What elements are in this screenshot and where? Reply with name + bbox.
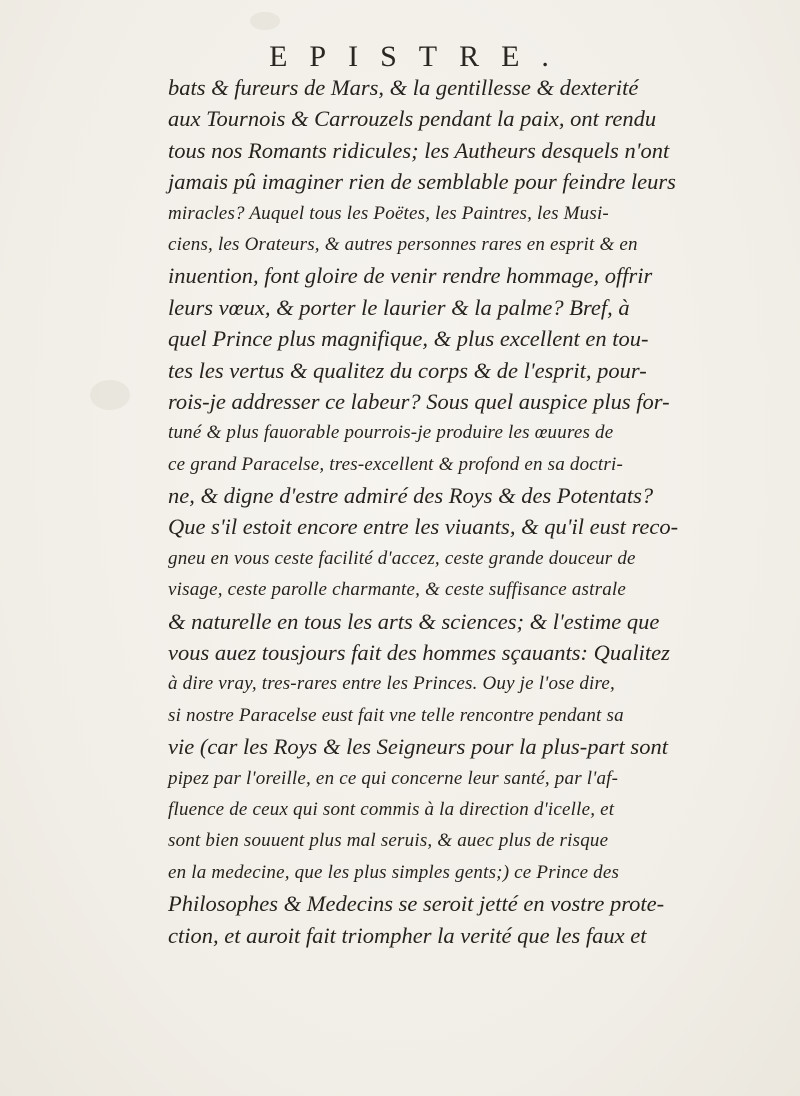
text-line: ciens, les Orateurs, & autres personnes rares en esprit & en [168,233,638,255]
text-line: fluence de ceux qui sont commis à la direction d'icelle, et [168,798,615,820]
paper-stain [250,12,280,30]
text-line: en la medecine, que les plus simples gents;) ce Prince des [168,861,620,883]
text-line: ce grand Paracelse, tres-excellent & profond en sa doctri- [168,453,623,475]
text-line: quel Prince plus magnifique, & plus excellent en tou- [168,326,649,352]
text-line: ction, et auroit fait triompher la verité que les faux et [168,922,647,948]
text-line: à dire vray, tres-rares entre les Princes. Ouy je l'ose dire, [168,673,616,695]
paper-stain [90,380,130,410]
text-line: aux Tournois & Carrouzels pendant la paix, ont rendu [168,106,657,132]
text-line: tuné & plus fauorable pourrois-je produire les œuures de [168,422,614,444]
text-line: miracles? Auquel tous les Poëtes, les Paintres, les Musi- [168,202,609,224]
text-line: vie (car les Roys & les Seigneurs pour la plus-part sont [168,734,668,760]
text-line: sont bien souuent plus mal seruis, & auec plus de risque [168,830,609,852]
text-line: rois-je addresser ce labeur? Sous quel auspice plus for- [168,388,670,414]
text-line: tous nos Romants ridicules; les Autheurs desquels n'ont [168,137,670,163]
text-line: pipez par l'oreille, en ce qui concerne leur santé, par l'af- [168,767,619,789]
text-line: & naturelle en tous les arts & sciences; & l'estime que [168,608,660,634]
text-line: tes les vertus & qualitez du corps & de l'esprit, pour- [168,357,647,383]
text-line: si nostre Paracelse eust fait vne telle rencontre pendant sa [168,704,624,726]
text-line: leurs vœux, & porter le laurier & la palme? Bref, à [168,294,630,320]
running-head: EPISTRE. [269,40,571,73]
text-line: inuention, font gloire de venir rendre hommage, offrir [168,263,653,289]
text-line: ne, & digne d'estre admiré des Roys & des Potentats? [168,483,654,509]
text-line: vous auez tousjours fait des hommes sçauants: Qualitez [168,640,670,666]
body-text [168,72,748,951]
text-line: jamais pû imaginer rien de semblable pour feindre leurs [168,169,676,195]
text-line: gneu en vous ceste facilité d'accez, ceste grande douceur de [168,547,636,569]
text-line: Philosophes & Medecins se seroit jetté en vostre prote- [168,891,665,917]
text-line: Que s'il estoit encore entre les viuants, & qu'il eust reco- [168,514,679,540]
text-line: visage, ceste parolle charmante, & ceste suffisance astrale [168,579,627,601]
text-line: bats & fureurs de Mars, & la gentillesse & dexterité [168,75,639,100]
